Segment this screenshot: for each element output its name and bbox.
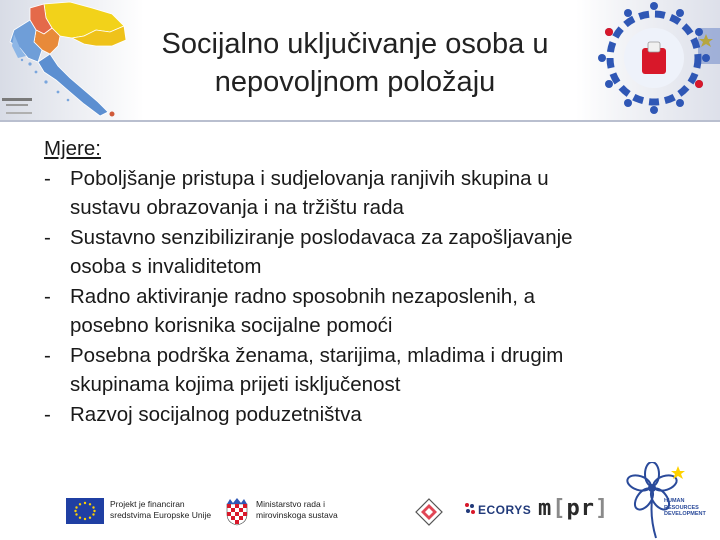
ecorys-logo-text: ECORYS	[478, 503, 532, 517]
mpr-bracket-left: [	[552, 496, 567, 521]
ipa-text-line-1: HUMAN	[664, 498, 685, 504]
dash-bullet: -	[44, 284, 51, 308]
measures-label: Mjere:	[44, 137, 101, 160]
eu-funding-text	[110, 499, 220, 521]
ipa-text-line-3: DEVELOPMENT	[664, 511, 706, 517]
list-item-line-2: sustavu obrazovanja i na tržištu rada	[70, 196, 404, 219]
dash-bullet: -	[44, 166, 51, 190]
list-item-line-1: Sustavno senzibiliziranje poslodavaca za zapošljavanje	[70, 225, 573, 249]
mpr-m: m	[538, 496, 553, 521]
slide-body	[44, 134, 664, 429]
list-item	[44, 400, 664, 430]
title-line-1: Socijalno uključivanje osoba u	[161, 28, 549, 60]
list-item-line-1: Posebna podrška ženama, starijima, mladima i drugim	[70, 343, 564, 367]
slide-title	[120, 25, 590, 101]
list-item-line-2: posebno korisnika socijalne pomoći	[70, 314, 393, 337]
list-item	[44, 164, 664, 223]
dash-bullet: -	[44, 402, 51, 426]
people-circle-logo	[586, 0, 720, 120]
eu-text-line-2: sredstvima Europske Unije	[110, 510, 212, 520]
list-item-line-1: Poboljšanje pristupa i sudjelovanja ranjivih skupina u	[70, 166, 549, 190]
list-item-line-2: osoba s invaliditetom	[70, 255, 262, 278]
mpr-pr: pr	[566, 496, 595, 521]
mpr-bracket-right: ]	[595, 496, 610, 521]
list-item	[44, 282, 664, 341]
ministry-text-line-1: Ministarstvo rada i	[256, 499, 325, 509]
eu-text-line-1: Projekt je financiran	[110, 499, 185, 509]
ipa-text-line-2: RESOURCES	[664, 504, 699, 511]
ministry-text	[256, 499, 366, 521]
diamond-emblem-icon	[414, 497, 444, 527]
croatia-map-logo	[0, 0, 128, 120]
ecorys-mark-icon	[464, 502, 476, 516]
dash-bullet: -	[44, 343, 51, 367]
croatian-coat-of-arms-icon	[226, 498, 248, 526]
title-line-2: nepovoljnom položaju	[214, 66, 496, 98]
list-item-line-1: Radno aktiviranje radno sposobnih nezaposlenih, a	[70, 284, 535, 308]
dash-bullet: -	[44, 225, 51, 249]
ipa-text	[664, 498, 716, 518]
mpr-logo	[538, 496, 609, 521]
footer-logos	[60, 490, 620, 534]
list-item	[44, 223, 664, 282]
list-item-line-2: skupinama kojima prijeti isključenost	[70, 373, 401, 396]
eu-flag-icon	[66, 498, 104, 524]
list-item-line-1: Razvoj socijalnog poduzetništva	[70, 402, 362, 426]
ministry-text-line-2: mirovinskoga sustava	[256, 510, 338, 520]
measures-list	[44, 164, 664, 430]
list-item	[44, 341, 664, 400]
